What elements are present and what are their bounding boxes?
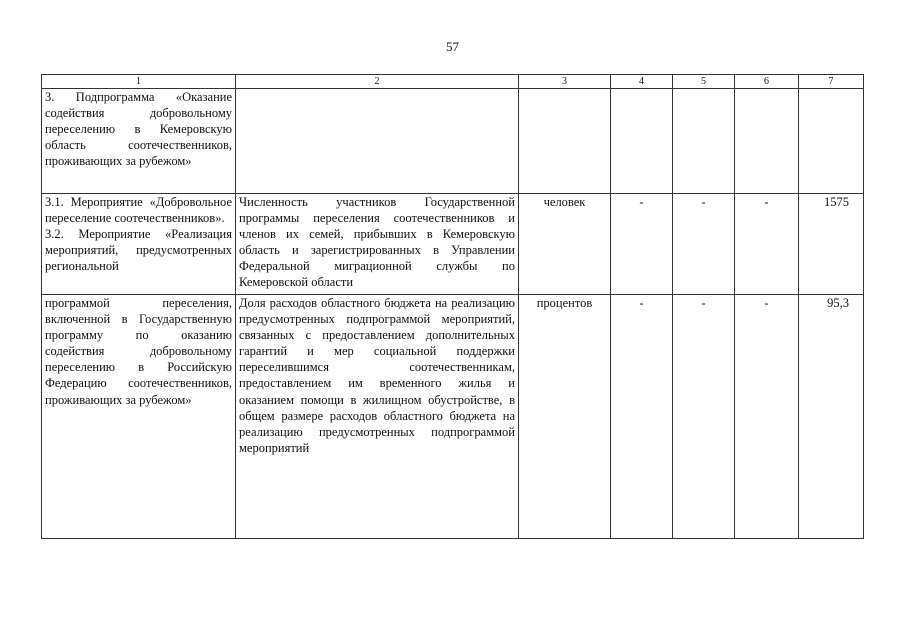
value-cell: - bbox=[735, 295, 799, 539]
column-header: 5 bbox=[673, 75, 735, 89]
value-cell bbox=[735, 89, 799, 194]
activity-cell bbox=[42, 295, 236, 539]
value-cell bbox=[673, 89, 735, 194]
subprogram-title: 3. Подпрограмма «Оказание содействия добровольному переселению в Кемеровскую область соотечественников, проживающих за рубежом» bbox=[45, 90, 232, 169]
value-cell bbox=[611, 89, 673, 194]
activity-3-1: 3.1. Мероприятие «Добровольное переселение соотечественников». bbox=[45, 195, 232, 226]
indicators-table bbox=[41, 74, 864, 539]
table-row bbox=[42, 194, 864, 295]
indicator-cell bbox=[236, 89, 519, 194]
table-row bbox=[42, 89, 864, 194]
column-header: 2 bbox=[236, 75, 519, 89]
activity-cell bbox=[42, 194, 236, 295]
value-cell: - bbox=[673, 295, 735, 539]
activity-3-2-continued: программой переселения, включенной в Государственную программу по оказанию содействия добровольному переселению в Российскую Федерацию соотечественников, проживающих за рубежом» bbox=[45, 296, 232, 407]
activity-3-2: 3.2. Мероприятие «Реализация мероприятий, предусмотренных региональной bbox=[45, 227, 232, 274]
column-header: 3 bbox=[519, 75, 611, 89]
value-cell: - bbox=[611, 194, 673, 295]
value-cell: - bbox=[611, 295, 673, 539]
indicator-cell: Численность участников Государственной программы переселения соотечественников и членов их семей, прибывших в Кемеровскую область и зарегистрированных в Управлении Федеральной миграционной службы по Кемеровской области bbox=[236, 194, 519, 295]
unit-cell: человек bbox=[519, 194, 611, 295]
value-cell: 1575 bbox=[799, 194, 864, 295]
page-number: 57 bbox=[446, 39, 459, 54]
column-number-row bbox=[42, 75, 864, 89]
value-cell: 95,3 bbox=[799, 295, 864, 539]
indicator-cell: Доля расходов областного бюджета на реализацию предусмотренных подпрограммой мероприятий, связанных с предоставлением дополнительных гарантий и мер социальной поддержки переселившимся соотечественникам, предоставлением им временного жилья и оказанием помощи в жилищном обустройстве, в общем размере расходов областного бюджета на реализацию предусмотренных подпрограммой мероприятий bbox=[236, 295, 519, 539]
value-cell: - bbox=[673, 194, 735, 295]
column-header: 1 bbox=[42, 75, 236, 89]
subprogram-name-cell bbox=[42, 89, 236, 194]
unit-cell bbox=[519, 89, 611, 194]
column-header: 7 bbox=[799, 75, 864, 89]
value-cell: - bbox=[735, 194, 799, 295]
value-cell bbox=[799, 89, 864, 194]
unit-cell: процентов bbox=[519, 295, 611, 539]
column-header: 6 bbox=[735, 75, 799, 89]
column-header: 4 bbox=[611, 75, 673, 89]
table-row bbox=[42, 295, 864, 539]
